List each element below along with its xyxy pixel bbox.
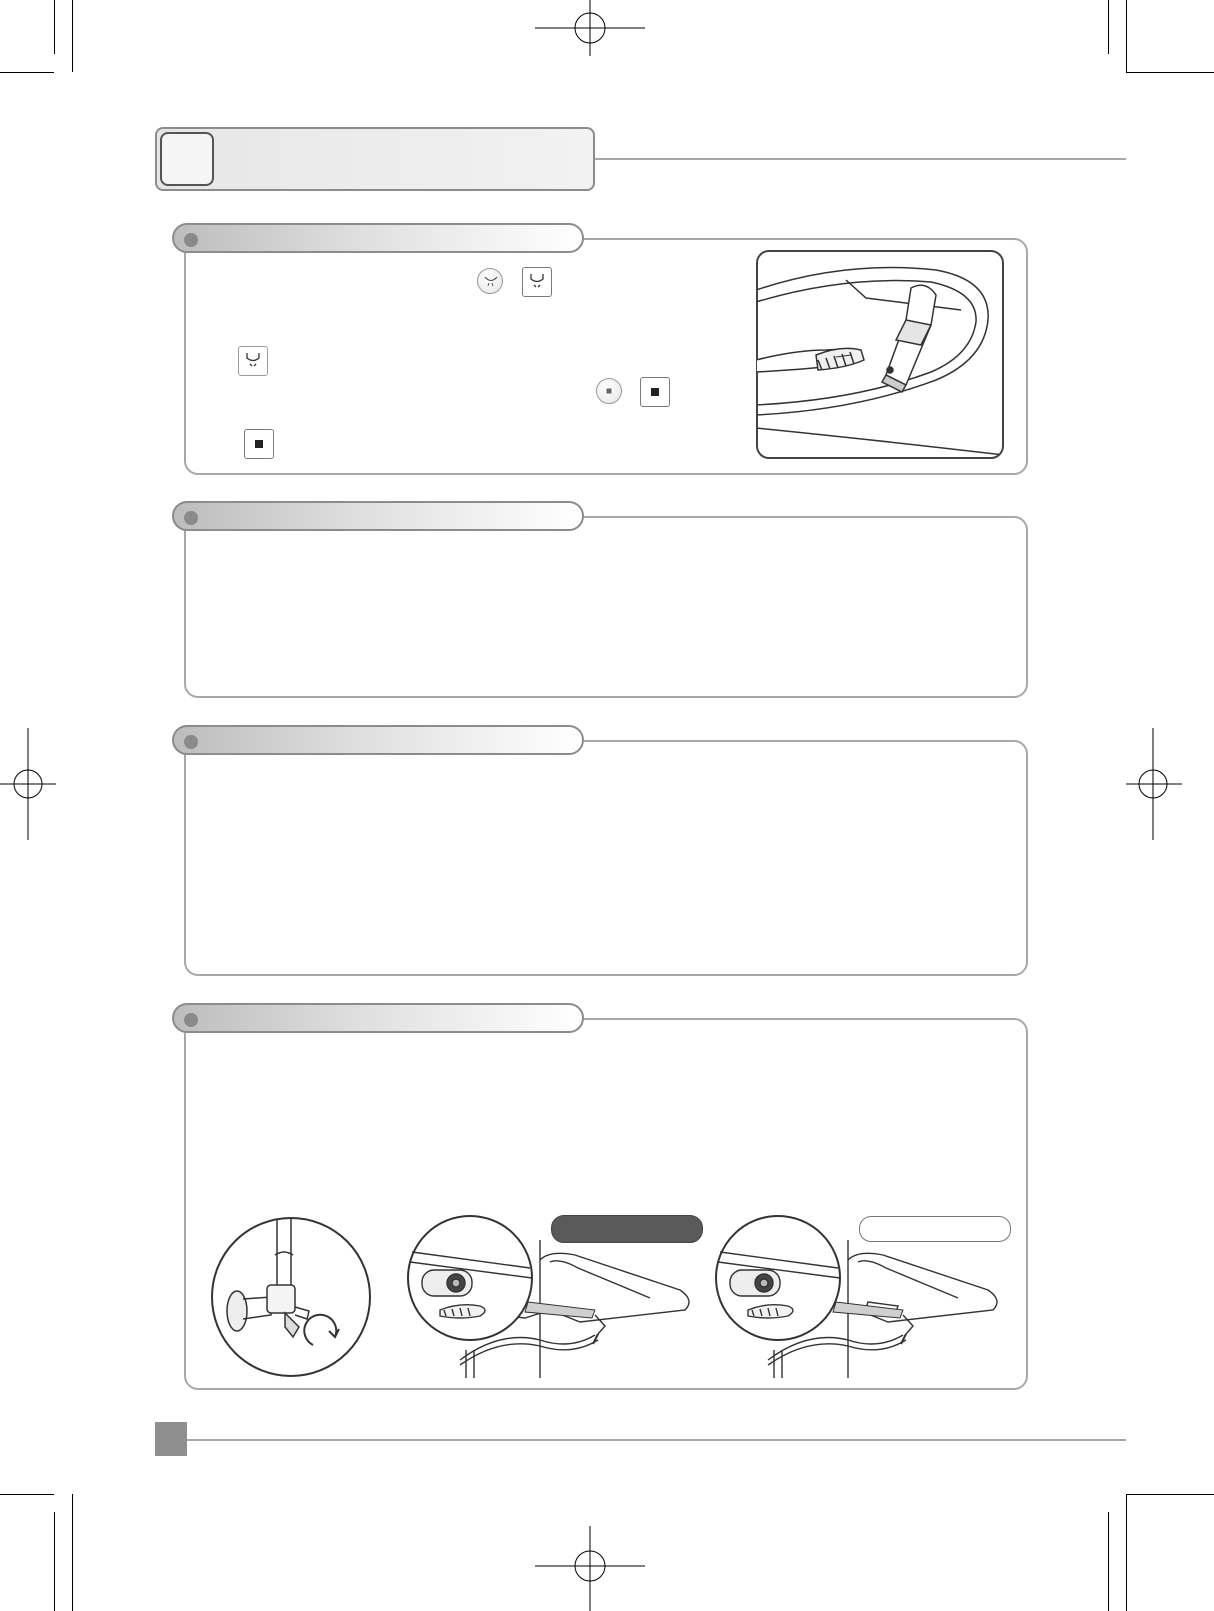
stop-round-icon	[596, 378, 622, 404]
stop-square-icon	[640, 377, 670, 407]
section-1-tab	[172, 223, 584, 253]
header-rule	[595, 158, 1126, 160]
nozzle-square-icon	[238, 346, 268, 376]
section-4-tab	[172, 1003, 584, 1033]
section-bullet-icon	[184, 1013, 198, 1027]
section-3	[184, 740, 1028, 976]
crosshair-icon	[535, 0, 645, 60]
hose-disconnect-illustration	[708, 1210, 1008, 1380]
nozzle-cleaning-illustration	[756, 250, 1004, 459]
hose-disconnect-illustration	[400, 1210, 700, 1380]
section-bullet-icon	[184, 233, 198, 247]
section-2	[184, 516, 1028, 698]
stop-square-icon	[244, 429, 274, 459]
footer-rule	[187, 1439, 1126, 1441]
water-valve-illustration	[209, 1215, 373, 1379]
header-box	[155, 127, 595, 191]
page-number-box	[155, 1422, 187, 1456]
nozzle-round-icon	[477, 268, 503, 294]
crosshair-icon	[535, 1526, 645, 1611]
crosshair-icon	[1126, 728, 1184, 840]
nozzle-square-icon	[522, 267, 552, 297]
section-2-tab	[172, 501, 584, 531]
section-3-tab	[172, 725, 584, 755]
section-bullet-icon	[184, 511, 198, 525]
section-bullet-icon	[184, 735, 198, 749]
header-number-box	[160, 132, 214, 186]
crosshair-icon	[0, 728, 58, 840]
